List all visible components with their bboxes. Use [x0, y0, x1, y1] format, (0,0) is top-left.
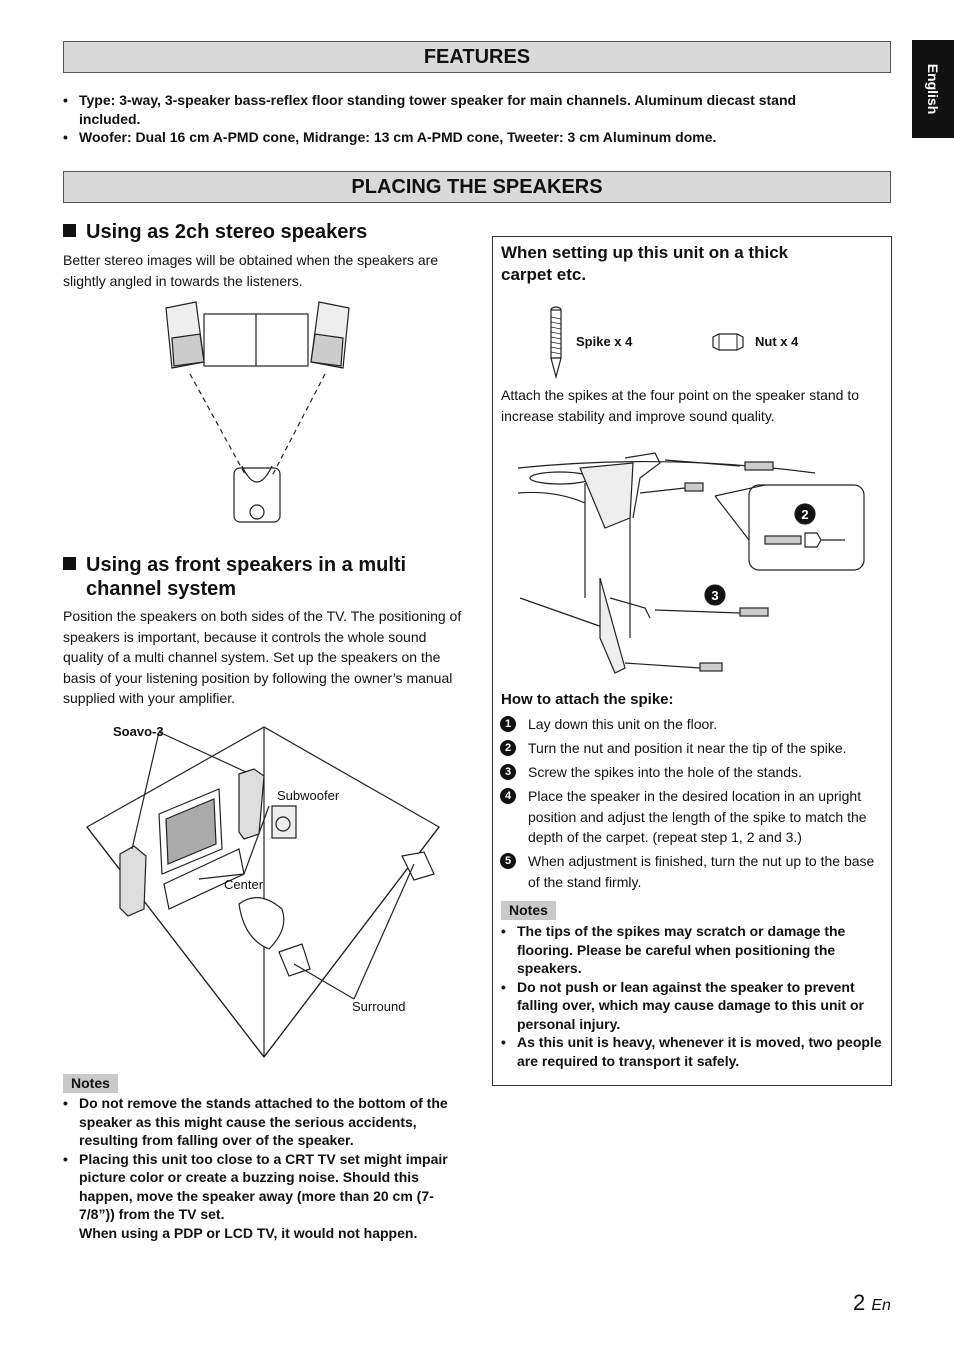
note-item: • Do not remove the stands attached to the bottom of the speaker as this might cause the serious accidents, resulting from falling over of the speaker.: [63, 1094, 468, 1150]
placing-title: PLACING THE SPEAKERS: [63, 171, 891, 203]
step-number: 4: [500, 788, 516, 804]
features-list: [63, 91, 853, 147]
label-soavo: Soavo-3: [113, 724, 164, 739]
language-tab: [912, 40, 954, 138]
step-text: Place the speaker in the desired location in an upright position and adjust the length of the spike to match the depth of the carpet. (repeat step 1, 2 and 3.): [528, 788, 867, 845]
features-bullet: • Woofer: Dual 16 cm A-PMD cone, Midrange: 13 cm A-PMD cone, Tweeter: 3 cm Aluminum dome.: [63, 128, 853, 147]
multi-text: Position the speakers on both sides of the TV. The positioning of speakers is important, because it controls the whole sound quality of a multi channel system. Set up the speakers on the basis of your listening position by following the owner’s manual supplied with your amplifier.: [63, 608, 462, 706]
attach-steps: [500, 714, 886, 896]
stereo-heading: [63, 220, 367, 244]
step-item: [500, 762, 886, 783]
multi-heading: [63, 553, 406, 577]
step-item: [500, 786, 886, 848]
stereo-speaker-diagram: [160, 298, 355, 528]
page-number-value: 2: [853, 1290, 866, 1315]
step-text: Turn the nut and position it near the tip of the spike.: [528, 740, 847, 756]
how-to-heading: How to attach the spike:: [501, 691, 674, 708]
carpet-note-item: • The tips of the spikes may scratch or damage the flooring. Please be careful when positioning the speakers.: [501, 922, 885, 978]
features-bullet: • Type: 3-way, 3-speaker bass-reflex floor standing tower speaker for main channels. Aluminum diecast stand included.: [63, 91, 853, 128]
step-item: [500, 851, 886, 892]
carpet-note-item: • As this unit is heavy, whenever it is moved, two people are required to transport it safely.: [501, 1033, 885, 1070]
step-text: When adjustment is finished, turn the nut up to the base of the stand firmly.: [528, 853, 875, 890]
stereo-heading-text: Using as 2ch stereo speakers: [86, 221, 368, 243]
carpet-note-item: • Do not push or lean against the speaker to prevent falling over, which may cause damage to this unit or personal injury.: [501, 978, 885, 1034]
callout-2: 2: [801, 507, 809, 522]
nut-label: Nut x 4: [755, 334, 799, 349]
label-subwoofer: Subwoofer: [277, 788, 340, 803]
spike-attach-diagram: [515, 448, 875, 680]
features-title: FEATURES: [63, 41, 891, 73]
language-tab-label: English: [925, 63, 941, 115]
step-item: [500, 738, 886, 759]
spike-label: Spike x 4: [576, 334, 633, 349]
multi-heading-line2: channel system: [86, 578, 237, 600]
carpet-heading: [501, 242, 788, 286]
page-number-suffix: En: [871, 1297, 891, 1314]
note-extra: When using a PDP or LCD TV, it would not happen.: [79, 1225, 418, 1241]
step-text: Screw the spikes into the hole of the stands.: [528, 764, 802, 780]
carpet-heading-line1: When setting up this unit on a thick: [501, 243, 789, 262]
page-number: [853, 1290, 891, 1316]
label-surround: Surround: [352, 999, 406, 1014]
square-bullet-icon: [63, 224, 76, 237]
callout-3: 3: [711, 588, 719, 603]
notes-tag: Notes: [63, 1074, 118, 1093]
spike-icon: [546, 305, 566, 379]
carpet-notes-tag: Notes: [501, 901, 556, 920]
nut-icon: [711, 333, 745, 351]
step-text: Lay down this unit on the floor.: [528, 716, 718, 732]
carpet-heading-line2: carpet etc.: [501, 265, 587, 284]
stereo-text: Better stereo images will be obtained when the speakers are slightly angled in towards the listeners.: [63, 252, 439, 289]
square-bullet-icon: [63, 557, 76, 570]
step-number: 2: [500, 740, 516, 756]
carpet-notes-list: [501, 922, 885, 1070]
note-item: • Placing this unit too close to a CRT TV set might impair picture color or create a buzzing noise. Should this happen, move the speaker away (more than 20 cm (7-7/8”)) from the TV set.: [63, 1150, 468, 1224]
multi-heading-line1: Using as front speakers in a multi: [86, 554, 407, 576]
step-number: 1: [500, 716, 516, 732]
step-item: [500, 714, 886, 735]
label-center: Center: [224, 877, 264, 892]
step-number: 3: [500, 764, 516, 780]
carpet-text: Attach the spikes at the four point on the speaker stand to increase stability and improve sound quality.: [501, 387, 860, 424]
step-number: 5: [500, 853, 516, 869]
placing-notes-list: [63, 1094, 468, 1224]
